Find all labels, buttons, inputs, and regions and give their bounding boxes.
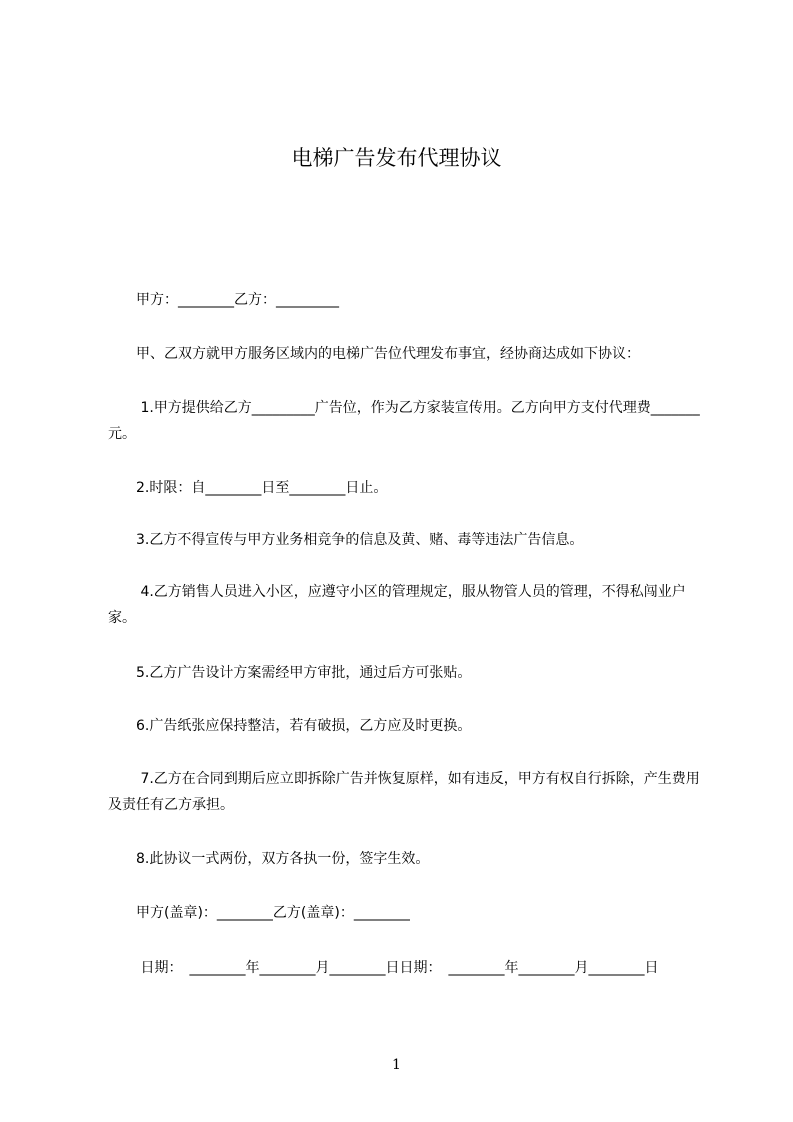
page-number: 1 — [392, 1057, 401, 1073]
agreement-intro: 甲、乙双方就甲方服务区域内的电梯广告位代理发布事宜，经协商达成如下协议： — [108, 346, 640, 362]
clause-3: 3.乙方不得宣传与甲方业务相竞争的信息及黄、赌、毒等违法广告信息。 — [108, 532, 584, 548]
clause-1: 1.甲方提供给乙方_________广告位，作为乙方家装宣传用。乙方向甲方支付代理费_______元。 — [108, 400, 700, 442]
clause-2: 2.时限：自________日至________日止。 — [108, 480, 388, 496]
document-title: 电梯广告发布代理协议 — [291, 146, 502, 170]
clause-6: 6.广告纸张应保持整洁，若有破损，乙方应及时更换。 — [108, 718, 472, 734]
party-names-line: 甲方：________乙方：_________ — [108, 292, 339, 308]
clause-8: 8.此协议一式两份，双方各执一份，签字生效。 — [108, 851, 430, 867]
clause-5: 5.乙方广告设计方案需经甲方审批，通过后方可张贴。 — [108, 665, 472, 681]
date-line: 日期： ________年________月________日日期： ________年________月________日 — [108, 960, 659, 976]
clause-7: 7.乙方在合同到期后应立即拆除广告并恢复原样，如有违反，甲方有权自行拆除，产生费用及责任有乙方承担。 — [108, 771, 700, 813]
signature-line: 甲方(盖章)：________乙方(盖章)：________ — [108, 905, 410, 921]
clause-4: 4.乙方销售人员进入小区，应遵守小区的管理规定，服从物管人员的管理，不得私闯业户家。 — [108, 584, 686, 626]
